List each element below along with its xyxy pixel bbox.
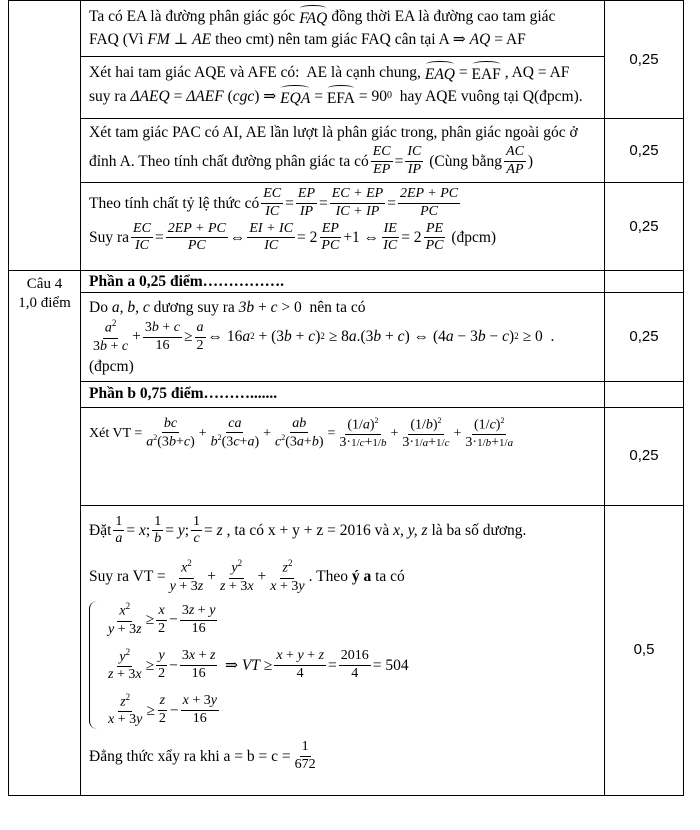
score-cell <box>605 1 684 119</box>
score: 0,25 <box>629 447 659 465</box>
row8-text: Đặt $\frac{1}{a}$ = x ; $\frac{1}{b}$ = y ; $\frac{1}{c}$ = z , ta có x + y + z = 2016 và x, y, z là ba số dương. Suy ra VT = $\frac{x^2}{y + 3z}$ + $\frac{y^2}{z + 3x}$ + $\frac{z^2}{x + 3y}$ . Theo ý a ta có $\frac{x^2}{y + 3z}$ ≥ $\frac{x}{2}$ − $\frac{3z + y}{16}$ $\frac{y^2}{z + 3x}$ ≥ $\frac{y}{2}$ − $\frac{3x + z}{16}$ $\frac{z^2}{x + 3y}$ ≥ $\frac{z}{2}$ − $\frac{x + 3y}{16}$ ⇒ VT ≥ $\frac{x + y + z}{4}$ = $\frac{2016}{4}$ = 504 Đẳng thức xẩy ra khi a = b = c = $\frac{1}{672}$ <box>89 513 527 773</box>
step-cell <box>81 57 605 119</box>
score: 0,5 <box>633 641 655 659</box>
part-header-cell <box>81 381 605 407</box>
blank-label-cell <box>9 1 81 271</box>
question-label-cell <box>9 271 81 796</box>
part-a-header: Phần a 0,25 điểm……………. <box>89 273 285 290</box>
proof-note: (đpcm) <box>89 357 134 375</box>
row1-text: Ta có EA là đường phân giác góc FAQ đồng thời EA là đường cao tam giác FAQ (Vì FM ⊥ AE theo cmt) nên tam giác FAQ cân tại A ⇒ AQ = AF <box>81 1 604 53</box>
question-points: 1,0 điểm <box>18 294 71 311</box>
score-cell <box>605 407 684 505</box>
empty-score-cell <box>605 381 684 407</box>
part-header-cell <box>81 271 605 293</box>
score-cell <box>605 505 684 795</box>
score: 0,25 <box>629 141 659 159</box>
row3-text: Xét tam giác PAC có AI, AE lần lượt là phân giác trong, phân giác ngoài góc ở đỉnh A. Theo tính chất đường phân giác ta có $\frac{EC}{EP}$ = $\frac{IC}{IP}$ (Cùng bằng $\frac{AC}{AP}$ ) <box>89 124 578 177</box>
step-cell <box>81 1 605 57</box>
scoring-table <box>8 0 684 796</box>
question-number: Câu 4 <box>26 276 63 292</box>
row4-text: Theo tính chất tỷ lệ thức có $\frac{EC}{IC}$ = $\frac{EP}{IP}$ = $\frac{EC + EP}{IC + IP}$ = $\frac{2EP + PC}{PC}$ Suy ra $\frac{EC}{IC}$ = $\frac{2EP + PC}{PC}$ ⇔ $\frac{EI + IC}{IC}$ = 2 $\frac{EP}{PC}$ +1 ⇔ $\frac{IE}{IC}$ = 2 $\frac{PE}{PC}$ (đpcm) <box>89 186 497 254</box>
score-cell <box>605 293 684 381</box>
empty-score-cell <box>605 271 684 293</box>
step-cell <box>81 293 605 381</box>
step-cell <box>81 119 605 183</box>
row7-text: Xét VT = $\frac{bc}{a^2(3b+c)}$ + $\frac{ca}{b^2(3c+a)}$ + $\frac{ab}{c^2(3a+b)}$ = $\frac{(1/a)^2}{3\cdot 1/c+1/b}$ + $\frac{(1/b)^2}{3\cdot 1/a+1/c}$ + $\frac{(1/c)^2}{3\cdot 1/b+1/a}$ <box>89 415 514 451</box>
step-cell <box>81 505 605 795</box>
score-cell <box>605 183 684 271</box>
part-b-header: Phần b 0,75 điểm………....... <box>89 384 278 402</box>
row6-text: Do a, b, c dương suy ra 3b + c > 0 nên ta có $\frac{a^2}{3b + c}$ + $\frac{3b + c}{16}$ ≥ $\frac{a}{2}$ ⇔ 16 a 2 + (3 b + c ) 2 ≥ 8 a .(3 b + c ) ⇔ (4 a − 3 b − c ) 2 ≥ 0 . (đpcm) <box>81 293 604 380</box>
score: 0,25 <box>629 328 659 346</box>
row2-text: Xét hai tam giác AQE và AFE có: AE là cạnh chung, EAQ = EAF , AQ = AF suy ra ΔAEQ = ΔAEF ( cgc ) ⇒ EQA = EFA = 90 0 hay AQE vuông tại Q(đpcm). <box>81 57 604 112</box>
score: 0,25 <box>629 217 659 235</box>
score: 0,25 <box>629 50 659 68</box>
step-cell <box>81 183 605 271</box>
score-cell <box>605 119 684 183</box>
step-cell <box>81 407 605 505</box>
